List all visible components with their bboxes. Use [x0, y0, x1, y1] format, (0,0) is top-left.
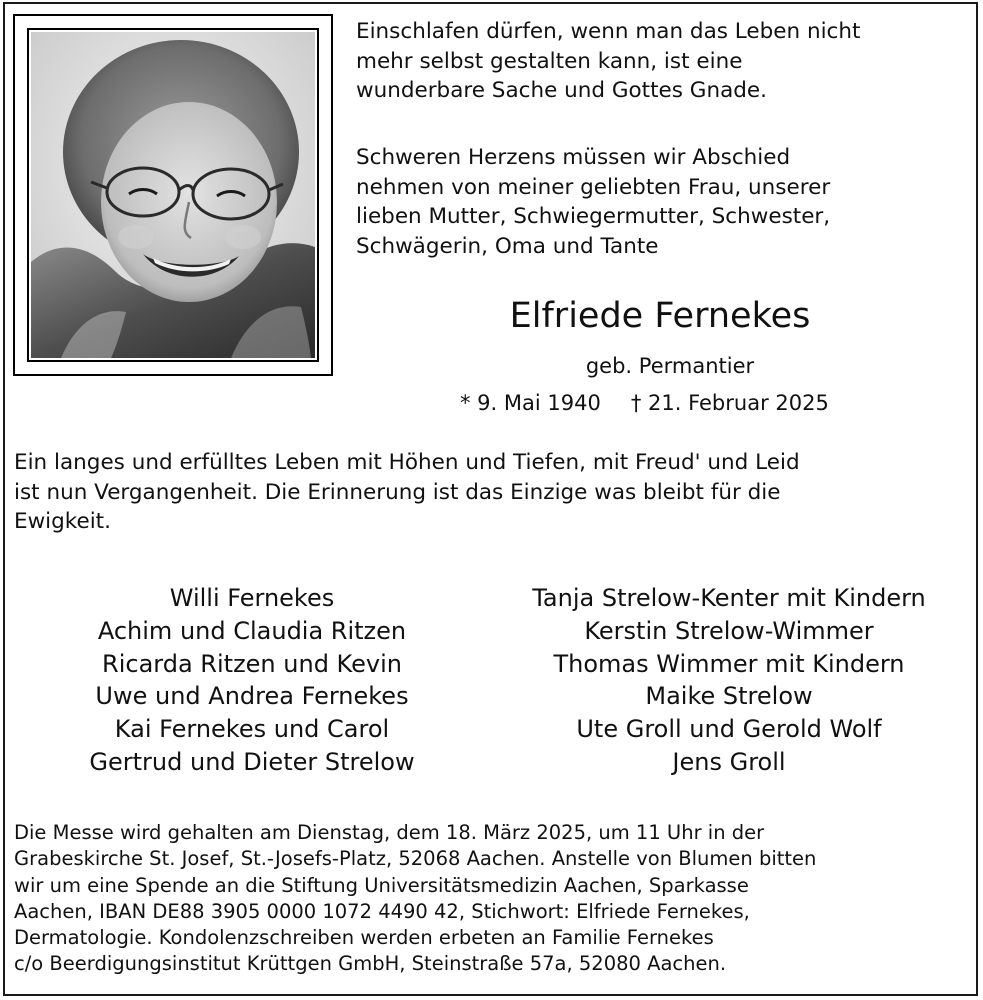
verse — [356, 17, 966, 106]
portrait-frame-inner — [27, 28, 319, 362]
mourner-name: Willi Fernekes — [169, 584, 335, 612]
portrait-photo — [31, 32, 315, 358]
portrait-frame-outer — [13, 14, 333, 376]
tribute-line: ist nun Vergangenheit. Die Erinnerung ist das Einzige was bleibt für die — [14, 479, 781, 505]
service-line: wir um eine Spende an die Stiftung Universitätsmedizin Aachen, Sparkasse — [14, 873, 749, 897]
announcement-line: lieben Mutter, Schwiegermutter, Schwester, — [356, 204, 831, 229]
mourner-name: Tanja Strelow-Kenter mit Kindern — [532, 584, 926, 612]
tribute-line: Ein langes und erfülltes Leben mit Höhen und Tiefen, mit Freud' und Leid — [14, 450, 800, 475]
mourner-name: Thomas Wimmer mit Kindern — [553, 649, 905, 678]
announcement-line: Schweren Herzens müssen wir Abschied — [356, 145, 791, 170]
tribute-line: Ewigkeit. — [14, 509, 111, 534]
mourner-name: Uwe und Andrea Fernekes — [95, 682, 409, 711]
mourners-left-column — [22, 582, 482, 779]
verse-line: mehr selbst gestalten kann, ist eine — [356, 48, 743, 74]
verse-line: Einschlafen dürfen, wenn man das Leben nicht — [356, 19, 861, 44]
mourner-name: Achim und Claudia Ritzen — [97, 616, 407, 645]
announcement-text — [356, 143, 966, 261]
mourner-name: Ricarda Ritzen und Kevin — [102, 649, 402, 678]
death-date: † 21. Februar 2025 — [630, 391, 829, 415]
service-line: Dermatologie. Kondolenzschreiben werden erbeten an Familie Fernekes — [14, 926, 714, 950]
deceased-name: Elfriede Fernekes — [509, 296, 811, 336]
service-line: Grabeskirche St. Josef, St.-Josefs-Platz, 52068 Aachen. Anstelle von Blumen bitten — [14, 847, 817, 871]
mourner-name: Ute Groll und Gerold Wolf — [576, 715, 882, 744]
tribute-text — [14, 448, 974, 537]
birth-date: * 9. Mai 1940 — [460, 391, 601, 415]
mourners-right-column — [488, 582, 970, 779]
service-line: Aachen, IBAN DE88 3905 0000 1072 4490 42, Stichwort: Elfriede Fernekes, — [14, 899, 750, 923]
announcement-line: Schwägerin, Oma und Tante — [356, 233, 659, 259]
service-line: Die Messe wird gehalten am Dienstag, dem 18. März 2025, um 11 Uhr in der — [14, 821, 765, 844]
life-dates — [460, 389, 860, 417]
mourner-name: Maike Strelow — [645, 682, 813, 711]
mourner-name: Jens Groll — [672, 747, 786, 776]
mourner-name: Gertrud und Dieter Strelow — [89, 747, 415, 776]
verse-line: wunderbare Sache und Gottes Gnade. — [356, 78, 767, 103]
mourner-name: Kai Fernekes und Carol — [114, 715, 390, 744]
mourner-name: Kerstin Strelow-Wimmer — [584, 616, 874, 645]
service-information — [14, 820, 974, 978]
service-line: c/o Beerdigungsinstitut Krüttgen GmbH, Steinstraße 57a, 52080 Aachen. — [14, 952, 727, 976]
announcement-line: nehmen von meiner geliebten Frau, unserer — [356, 174, 831, 200]
birth-name: geb. Permantier — [585, 354, 755, 378]
